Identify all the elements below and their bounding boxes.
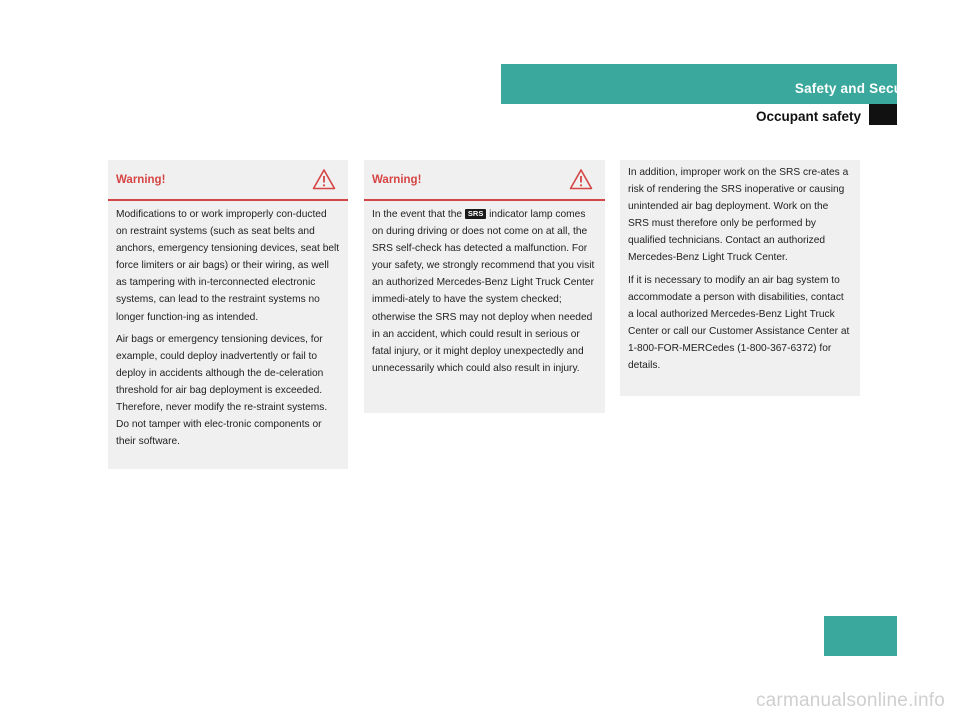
warning-header [364, 160, 605, 201]
warning-paragraph: Modifications to or work improperly con-ducted on restraint systems (such as seat belts and anchors, emergency tensioning devices, seat belt force limiters or air bags) or their wiring, as well as tampering with in-terconnected electronic systems, can lead to the restraint systems no longer function-ing as intended. [116, 209, 340, 323]
warning-triangle-icon [569, 168, 593, 190]
warning-triangle-icon [312, 168, 336, 190]
warning-title: Warning! [372, 174, 422, 186]
warning-header [108, 160, 348, 201]
warning-body [364, 201, 605, 388]
srs-indicator-icon: SRS [465, 209, 486, 219]
page-number-box [824, 616, 897, 656]
info-body [620, 160, 860, 385]
page-number: 69 [906, 620, 922, 636]
warning-text-rest: indicator lamp comes on during driving or does not come on at all, the SRS self-check has detected a malfunction. For your safety, we strongly recommend that you visit an authorized Mercedes-Benz Light Truck Center immedi-ately to have the system checked; otherwise the SRS may not deploy when needed in an accident, which could result in serious or fatal injury, or it might deploy unexpectedly and unnecessarily which could also result in injury. [372, 209, 595, 374]
warning-panel-srs-indicator [364, 160, 605, 413]
warning-paragraph: Air bags or emergency tensioning devices, for example, could deploy inadvertently or fail to deploy in accidents although the de-celeration threshold for air bag deployment is exceeded. Therefore, never modify the re-straint systems. Do not tamper with elec-tronic components or their software. [116, 333, 328, 448]
warning-text-start: In the event that the [372, 209, 463, 220]
warning-panel-restraint-systems [108, 160, 348, 469]
subsection-title: Occupant safety [755, 109, 861, 124]
info-paragraph: If it is necessary to modify an air bag system to accommodate a person with disabilities, contact a local authorized Mercedes-Benz Light Truck Center or call our Customer Assistance Center at 1-800-FOR-MERCedes (1-800-367-6372) for details. [628, 274, 850, 372]
warning-title: Warning! [116, 174, 166, 186]
section-title: Safety and Security [794, 81, 924, 96]
info-paragraph: In addition, improper work on the SRS cre-ates a risk of rendering the SRS inoperative or causing unintended air bag deployment. Work on the SRS must therefore only be performed by qualified technicians. Contact an authorized Mercedes-Benz Light Truck Center. [628, 167, 849, 264]
info-panel-srs-service [620, 160, 860, 396]
warning-paragraph [372, 206, 597, 377]
section-tab-marker [869, 104, 897, 125]
warning-body [108, 201, 348, 461]
watermark: carmanualsonline.info [755, 690, 945, 711]
